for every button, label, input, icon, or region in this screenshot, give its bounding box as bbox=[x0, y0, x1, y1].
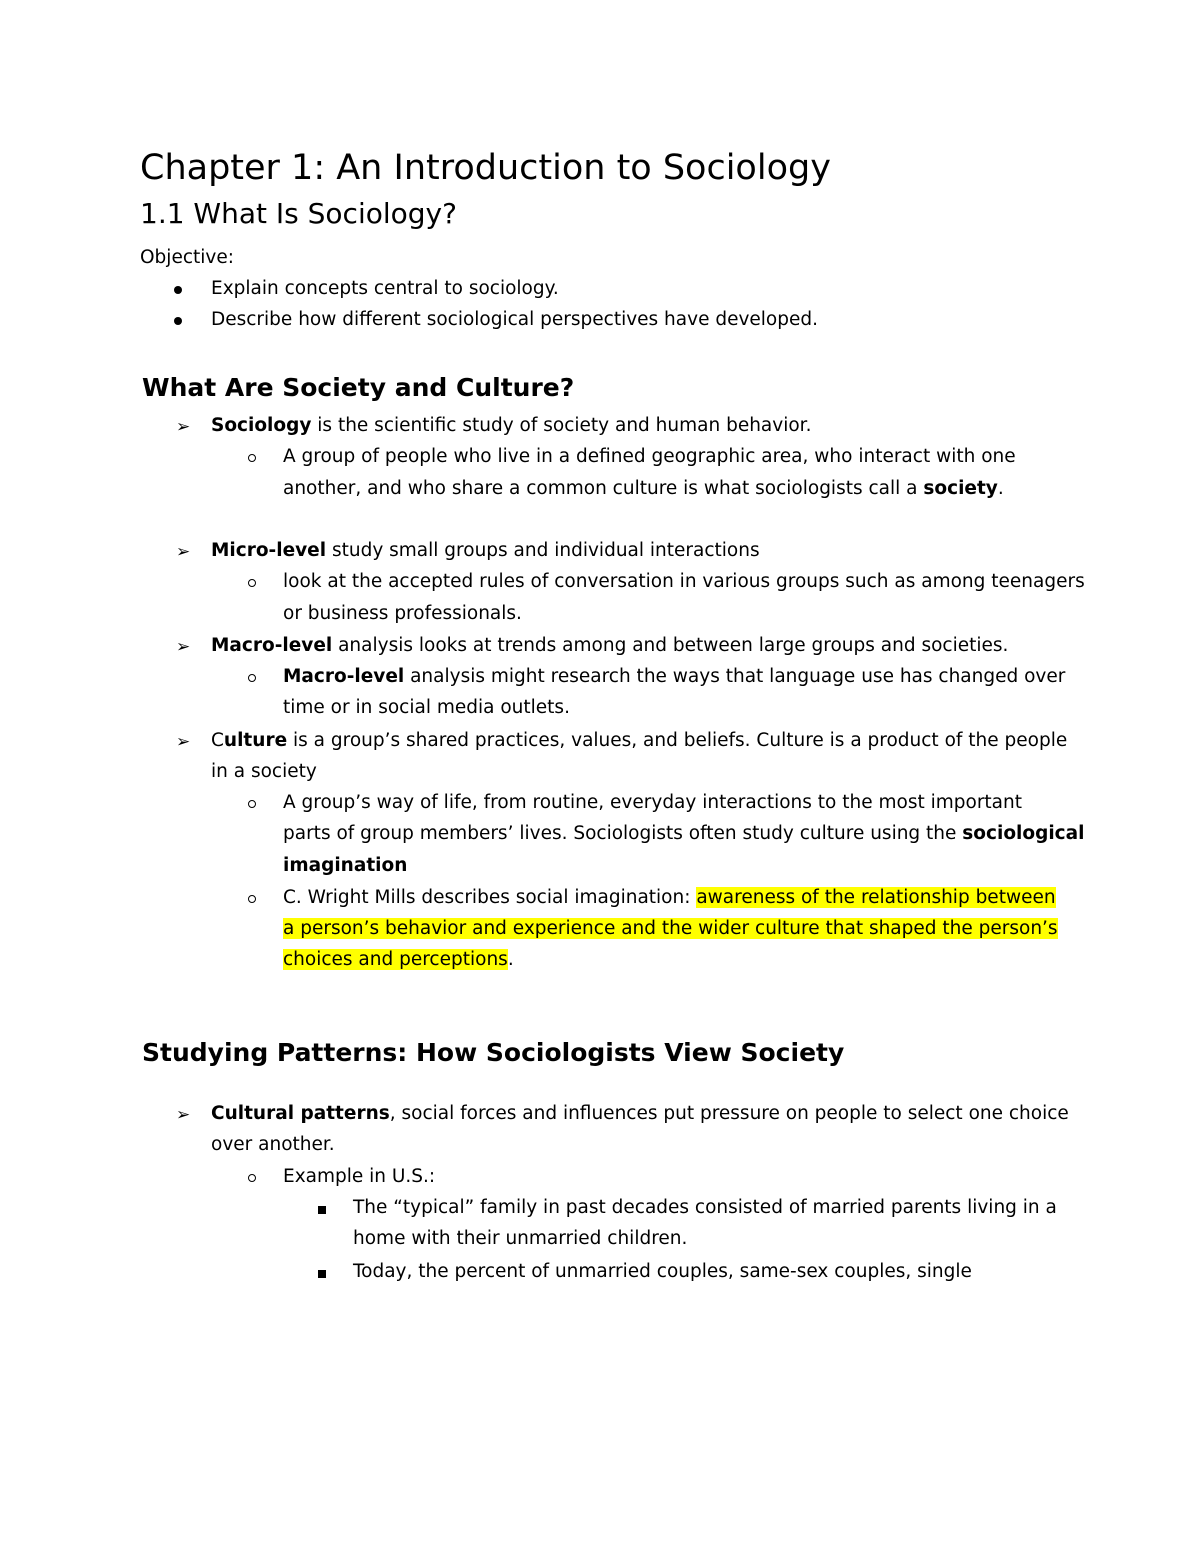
list-item: Micro-level study small groups and individual interactions bbox=[211, 540, 760, 561]
objective-item: Describe how different sociological perspectives have developed. bbox=[211, 309, 818, 330]
highlighted-text: choices and perceptions bbox=[283, 949, 508, 970]
term: Micro-level bbox=[211, 540, 327, 561]
arrowhead-icon: ➢ bbox=[176, 732, 191, 752]
bullet-icon bbox=[174, 308, 182, 325]
highlighted-text: awareness of the relationship between bbox=[696, 887, 1056, 908]
section-subtitle: 1.1 What Is Sociology? bbox=[140, 197, 457, 230]
filled-square-icon bbox=[318, 1261, 326, 1278]
arrowhead-icon: ➢ bbox=[176, 1105, 191, 1125]
term: Sociology bbox=[211, 415, 312, 436]
section-heading: What Are Society and Culture? bbox=[142, 373, 575, 402]
list-subitem: look at the accepted rules of conversation in various groups such as among teenagers bbox=[283, 571, 1085, 592]
list-item: Cultural patterns, social forces and influences put pressure on people to select one choice bbox=[211, 1103, 1069, 1124]
list-subitem: Example in U.S.: bbox=[283, 1166, 436, 1187]
term: imagination bbox=[283, 855, 408, 876]
list-subitem-cont: or business professionals. bbox=[283, 603, 522, 624]
section-heading: Studying Patterns: How Sociologists View Society bbox=[142, 1038, 845, 1067]
term: Macro-level bbox=[211, 635, 333, 656]
filled-square-icon bbox=[318, 1197, 326, 1214]
list-item: Macro-level analysis looks at trends among and between large groups and societies. bbox=[211, 635, 1009, 656]
hollow-circle-icon bbox=[248, 1166, 256, 1182]
term: sociological bbox=[962, 823, 1085, 844]
list-subitem: C. Wright Mills describes social imagination: awareness of the relationship between bbox=[283, 887, 1056, 908]
list-item: Culture is a group’s shared practices, values, and beliefs. Culture is a product of the people bbox=[211, 730, 1068, 751]
list-item-cont: in a society bbox=[211, 761, 317, 782]
term: Macro-level bbox=[283, 666, 405, 687]
term: society bbox=[923, 478, 998, 499]
arrowhead-icon: ➢ bbox=[176, 417, 191, 437]
arrowhead-icon: ➢ bbox=[176, 637, 191, 657]
list-subitem-cont: parts of group members’ lives. Sociologists often study culture using the sociological bbox=[283, 823, 1085, 844]
objective-item: Explain concepts central to sociology. bbox=[211, 278, 559, 299]
bullet-icon bbox=[174, 277, 182, 294]
hollow-circle-icon bbox=[248, 792, 256, 808]
list-subitem: Macro-level analysis might research the ways that language use has changed over bbox=[283, 666, 1066, 687]
list-subsubitem-cont: home with their unmarried children. bbox=[353, 1228, 688, 1249]
list-item-cont: over another. bbox=[211, 1134, 335, 1155]
term: Cultural patterns bbox=[211, 1103, 390, 1124]
list-item: Sociology is the scientific study of society and human behavior. bbox=[211, 415, 812, 436]
list-subitem: A group of people who live in a defined geographic area, who interact with one bbox=[283, 446, 1016, 467]
hollow-circle-icon bbox=[248, 446, 256, 462]
list-subitem-cont bbox=[283, 916, 1058, 942]
list-subsubitem: The “typical” family in past decades consisted of married parents living in a bbox=[353, 1197, 1057, 1218]
hollow-circle-icon bbox=[248, 571, 256, 587]
arrowhead-icon: ➢ bbox=[176, 542, 191, 562]
hollow-circle-icon bbox=[248, 887, 256, 903]
list-subitem-cont: choices and perceptions. bbox=[283, 949, 514, 970]
page-title: Chapter 1: An Introduction to Sociology bbox=[140, 148, 831, 188]
list-subitem: A group’s way of life, from routine, everyday interactions to the most important bbox=[283, 792, 1022, 813]
list-subitem-cont: another, and who share a common culture is what sociologists call a society. bbox=[283, 478, 1004, 499]
highlighted-text: a person’s behavior and experience and the wider culture that shaped the person’s bbox=[283, 918, 1058, 939]
objective-label: Objective: bbox=[140, 247, 234, 268]
list-subsubitem: Today, the percent of unmarried couples, same-sex couples, single bbox=[353, 1261, 972, 1282]
list-subitem-cont: time or in social media outlets. bbox=[283, 697, 570, 718]
hollow-circle-icon bbox=[248, 666, 256, 682]
